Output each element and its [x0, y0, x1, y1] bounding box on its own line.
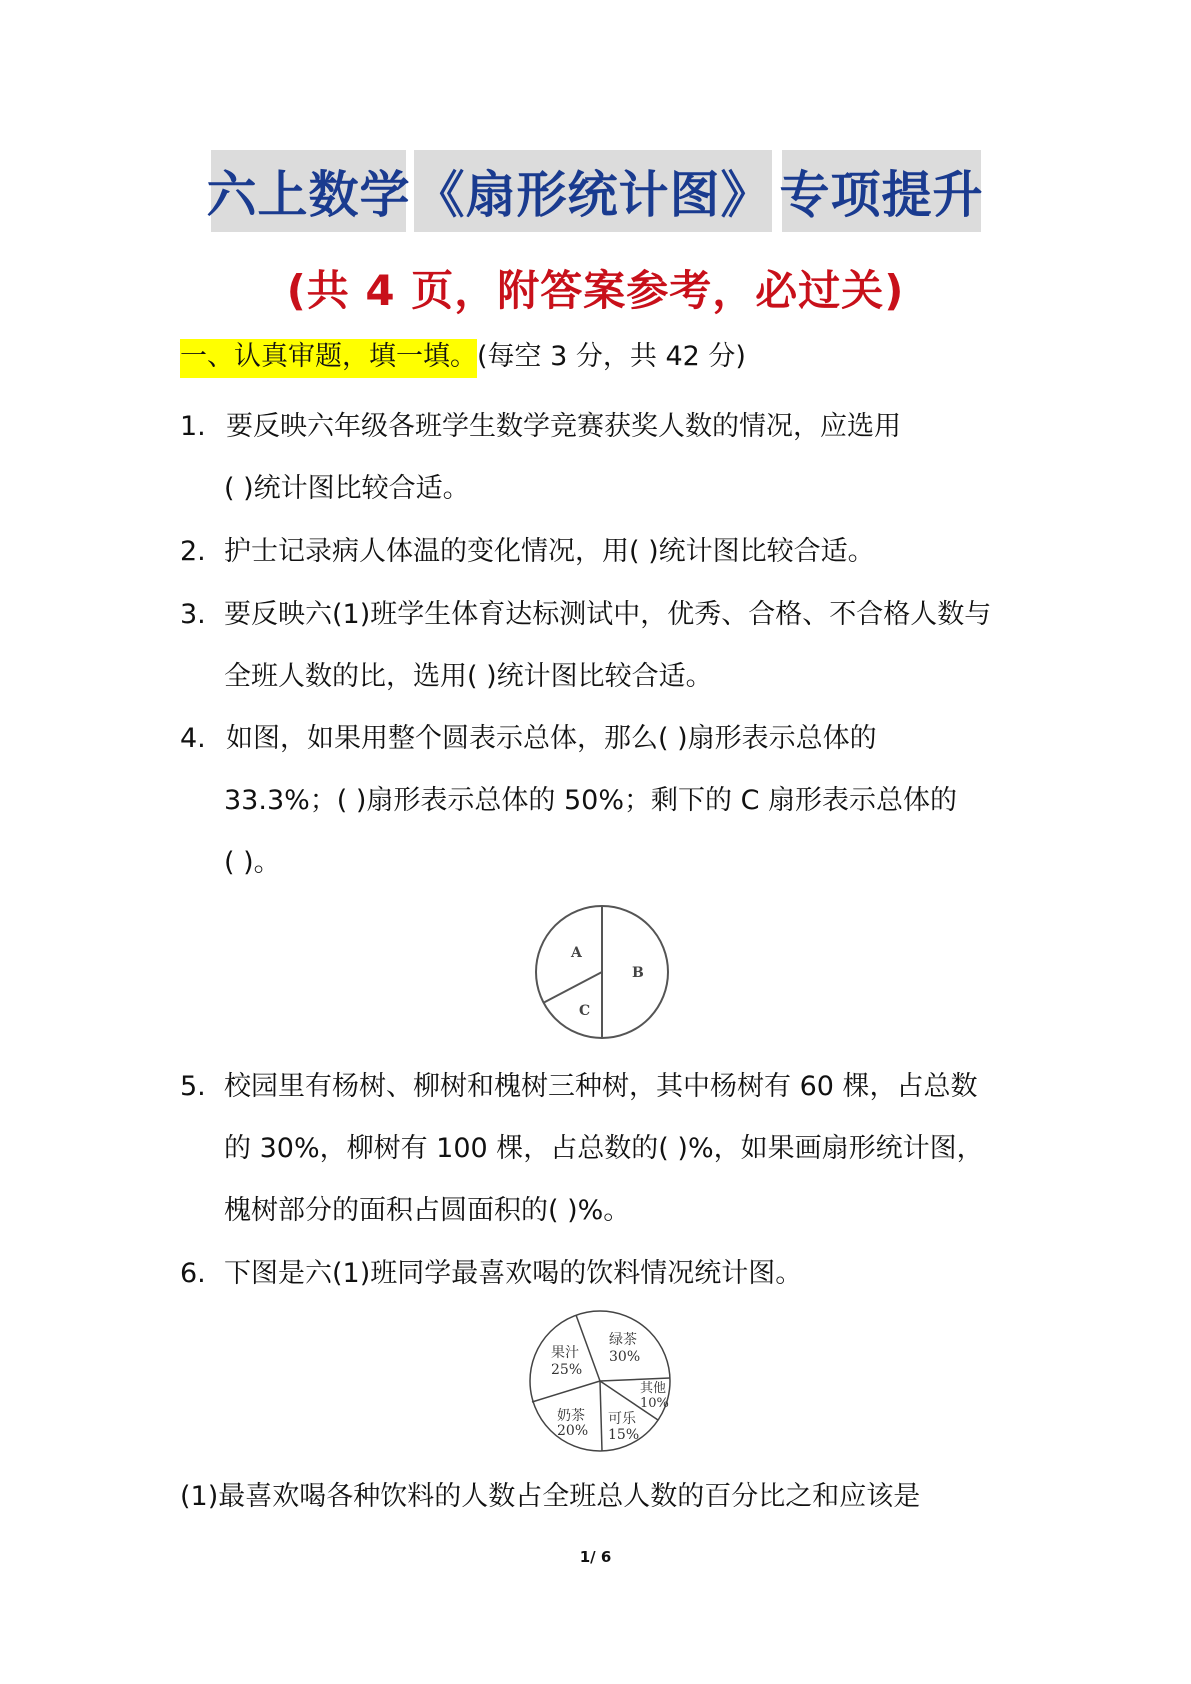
question-3-line-2: 全班人数的比，选用( )统计图比较合适。 [224, 661, 713, 692]
sub-question-1: (1)最喜欢喝各种饮料的人数占全班总人数的百分比之和应该是 [180, 1481, 921, 1512]
question-1 [180, 408, 901, 446]
title-segment-type: 专项提升 [782, 150, 981, 232]
q4-pie-figure [527, 902, 677, 1042]
slice-value-cola: 15% [608, 1427, 640, 1443]
title-segment-topic: 《扇形统计图》 [414, 150, 772, 232]
question-text: 下图是六(1)班同学最喜欢喝的饮料情况统计图。 [224, 1258, 803, 1289]
slice-label-milk-tea: 奶茶 [557, 1408, 585, 1424]
question-4-line-2: 33.3%；( )扇形表示总体的 50%；剩下的 C 扇形表示总体的 [224, 785, 958, 816]
section-heading [180, 338, 746, 376]
question-text: 护士记录病人体温的变化情况，用( )统计图比较合适。 [224, 536, 875, 567]
sector-label-c: C [579, 1003, 591, 1019]
question-number: 6. [180, 1258, 206, 1289]
title-segment-grade: 六上数学 [211, 150, 406, 232]
question-5-line-2: 的 30%，柳树有 100 棵，占总数的( )%，如果画扇形统计图， [224, 1133, 984, 1164]
title-banner [206, 150, 984, 232]
slice-label-juice: 果汁 [551, 1345, 579, 1361]
question-number: 1. [180, 411, 206, 442]
slice-value-juice: 25% [551, 1362, 583, 1378]
question-6 [180, 1255, 802, 1293]
question-number: 5. [180, 1071, 206, 1102]
sector-label-a: A [571, 945, 582, 961]
question-number: 3. [180, 599, 206, 630]
section-title: 一、认真审题，填一填。 [180, 339, 477, 378]
question-text: 如图，如果用整个圆表示总体，那么( )扇形表示总体的 [226, 723, 877, 754]
section-scoring: (每空 3 分，共 42 分) [477, 341, 746, 372]
question-number: 4. [180, 723, 206, 754]
sector-label-b: B [632, 965, 644, 981]
question-text: 要反映六(1)班学生体育达标测试中，优秀、合格、不合格人数与 [224, 599, 992, 630]
beverage-pie-chart [524, 1305, 684, 1455]
slice-value-other: 10% [640, 1396, 669, 1411]
question-5-line-3: 槐树部分的面积占圆面积的( )%。 [224, 1195, 631, 1226]
question-4 [180, 720, 877, 758]
question-3 [180, 596, 991, 634]
slice-label-other: 其他 [640, 1381, 667, 1396]
subtitle: (共 4 页，附答案参考，必过关) [286, 266, 905, 315]
slice-label-green-tea: 绿茶 [609, 1332, 637, 1348]
question-5 [180, 1068, 978, 1106]
slice-value-milk-tea: 20% [557, 1423, 589, 1439]
question-text: 校园里有杨树、柳树和槐树三种树，其中杨树有 60 棵，占总数 [224, 1071, 978, 1102]
slice-label-cola: 可乐 [608, 1411, 636, 1427]
question-text: 要反映六年级各班学生数学竞赛获奖人数的情况，应选用 [226, 411, 901, 442]
question-1-line-2: ( )统计图比较合适。 [224, 473, 470, 504]
question-number: 2. [180, 536, 206, 567]
question-2 [180, 533, 875, 571]
question-4-line-3: ( )。 [224, 847, 281, 878]
slice-value-green-tea: 30% [609, 1349, 641, 1365]
page-number: 1/ 6 [579, 1548, 612, 1566]
